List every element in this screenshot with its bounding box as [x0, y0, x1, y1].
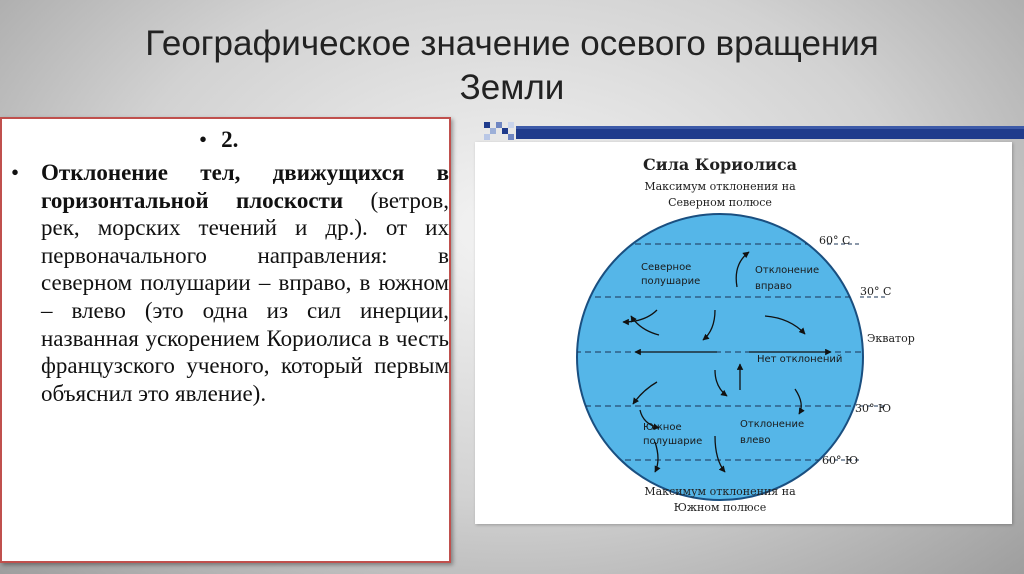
- paragraph-normal-text: (ветров, рек, морских течений и др.). от их первоначального направления: в северном полушарии – вправо, в южном – влево (это одна из сил инерции, названная ускорением Кориолиса в честь французского ученого, который первым объяснил это явление).: [41, 187, 449, 406]
- deviation-left-label-1: Отклонение: [740, 419, 805, 430]
- latitude-30s-label: 30° Ю: [855, 402, 892, 415]
- slide-title-line-1: Географическое значение осевого вращения: [145, 24, 879, 63]
- bottom-caption-line-1: Максимум отклонения на: [644, 485, 796, 498]
- point-number-label: 2.: [221, 127, 239, 152]
- latitude-60s-label: 60° Ю: [822, 454, 859, 467]
- slide-title: [0, 22, 1024, 110]
- coriolis-figure: [475, 142, 1012, 524]
- no-deviation-label: Нет отклонений: [757, 354, 843, 365]
- paragraph-text: [41, 159, 449, 407]
- south-hemisphere-label-1: Южное: [643, 422, 682, 433]
- paragraph-bold-text: Отклонение тел, движущихся в горизонтальной плоскости: [41, 160, 449, 213]
- south-hemisphere-label-2: полушарие: [643, 436, 703, 447]
- north-hemisphere-label-1: Северное: [641, 262, 692, 273]
- latitude-30n-label: 30° С: [860, 285, 892, 298]
- latitude-60n-label: 60° С: [819, 234, 851, 247]
- top-caption-line-2: Северном полюсе: [668, 196, 772, 209]
- bullet-icon: •: [199, 127, 208, 152]
- point-number: [199, 127, 238, 153]
- decorative-bar: [484, 120, 1024, 142]
- equator-label: Экватор: [867, 332, 915, 345]
- top-caption-line-1: Максимум отклонения на: [644, 180, 796, 193]
- explanation-paragraph: [11, 159, 449, 407]
- north-hemisphere-label-2: полушарие: [641, 276, 701, 287]
- slide-title-line-2: Земли: [459, 68, 565, 107]
- text-panel: [0, 117, 451, 563]
- deviation-left-label-2: влево: [740, 435, 771, 446]
- figure-title: Сила Кориолиса: [642, 155, 798, 174]
- bullet-icon: •: [11, 160, 20, 185]
- coriolis-diagram: [475, 142, 1012, 524]
- deviation-right-label-1: Отклонение: [755, 265, 820, 276]
- bottom-caption-line-2: Южном полюсе: [673, 501, 767, 514]
- deviation-right-label-2: вправо: [755, 281, 792, 292]
